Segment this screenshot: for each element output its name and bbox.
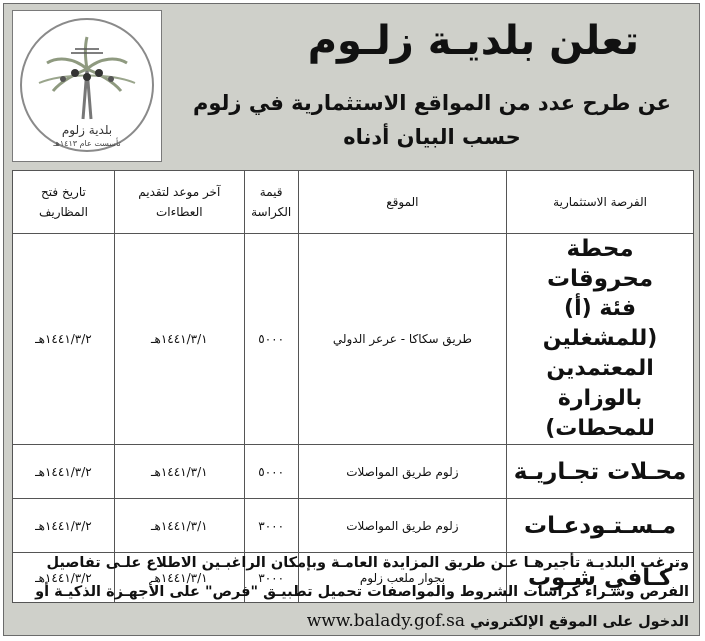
header-price-line-1: قيمة bbox=[259, 185, 283, 199]
subtitle-line-2: حسب البيان أدناه bbox=[343, 125, 521, 149]
ad-subtitle bbox=[177, 86, 687, 154]
cell-deadline: ١٤٤١/٣/١هـ bbox=[114, 445, 244, 499]
header-deadline-line-2: العطاءات bbox=[156, 205, 203, 219]
logo-founded-text: تأسست عام ١٤١٣هـ bbox=[53, 139, 121, 148]
table-row bbox=[13, 234, 694, 445]
logo-municipality-name: بلدية زلوم bbox=[61, 123, 113, 137]
header-price bbox=[244, 171, 298, 234]
cell-price: ٣٠٠٠ bbox=[244, 499, 298, 553]
cell-deadline: ١٤٤١/٣/١هـ bbox=[114, 553, 244, 603]
opportunity-name: مـسـتـودعـات bbox=[523, 512, 677, 539]
cell-location: زلوم طريق المواصلات bbox=[298, 445, 506, 499]
cell-location: طريق سكاكا - عرعر الدولي bbox=[298, 234, 506, 445]
header-opening-line-1: تاريخ فتح bbox=[41, 185, 86, 199]
cell-location: بجوار ملعب زلوم bbox=[298, 553, 506, 603]
footer-line-3-text: الدخول على الموقع الإلكتروني bbox=[470, 614, 689, 630]
opportunity-name: محطة محروقات bbox=[546, 236, 654, 292]
cell-deadline: ١٤٤١/٣/١هـ bbox=[114, 499, 244, 553]
cell-price: ٥٠٠٠ bbox=[244, 445, 298, 499]
cell-opportunity bbox=[507, 234, 694, 445]
header-price-line-2: الكراسة bbox=[251, 205, 292, 219]
table-row bbox=[13, 499, 694, 553]
header-location: الموقع bbox=[298, 171, 506, 234]
cell-price: ٥٠٠٠ bbox=[244, 234, 298, 445]
opportunity-note-1: (للمشغلين المعتمدين bbox=[542, 326, 658, 381]
cell-location: زلوم طريق المواصلات bbox=[298, 499, 506, 553]
header-deadline-line-1: آخر موعد لتقديم bbox=[138, 185, 221, 199]
opportunity-name: كـافي شـوب bbox=[527, 564, 673, 591]
cell-opening: ١٤٤١/٣/٢هـ bbox=[13, 234, 115, 445]
opportunity-note-2: بالوزارة للمحطات) bbox=[545, 386, 655, 441]
header-deadline bbox=[114, 171, 244, 234]
opportunity-name: محـلات تجـاريـة bbox=[513, 458, 687, 485]
cell-deadline: ١٤٤١/٣/١هـ bbox=[114, 234, 244, 445]
advertisement-frame bbox=[3, 3, 700, 636]
opportunities-table bbox=[12, 170, 694, 603]
header-opportunity: الفرصة الاستثمارية bbox=[507, 171, 694, 234]
cell-opening: ١٤٤١/٣/٢هـ bbox=[13, 445, 115, 499]
header-opening-line-2: المظاريف bbox=[38, 205, 88, 219]
table-header-row bbox=[13, 171, 694, 234]
cell-opening: ١٤٤١/٣/٢هـ bbox=[13, 553, 115, 603]
subtitle-line-1: عن طرح عدد من المواقع الاستثمارية في زلوم bbox=[192, 91, 671, 115]
footer-line-2: الفرص وشـراء كراسات الشروط والمواصفات تحميل تطبيـق "فرص" على الأجهـزة الذكيـة أو bbox=[35, 584, 689, 600]
footer-line-1: وترغب البلديـة تأجيرهـا عـن طريق المزايدة العامـة وبإمكان الراغبـين الاطلاع علـى تفاصيل bbox=[46, 555, 689, 571]
cell-opportunity bbox=[507, 499, 694, 553]
header-opening bbox=[13, 171, 115, 234]
cell-opening: ١٤٤١/٣/٢هـ bbox=[13, 499, 115, 553]
footer-text bbox=[4, 549, 689, 637]
website-url: www.balady.gof.sa bbox=[306, 611, 466, 631]
cell-price: ٣٠٠٠ bbox=[244, 553, 298, 603]
cell-opportunity bbox=[507, 445, 694, 499]
opportunity-category: فئة (أ) bbox=[564, 296, 637, 321]
table-row bbox=[13, 445, 694, 499]
footer-line-3 bbox=[4, 607, 689, 637]
ad-title: تعلن بلديـة زلـوم bbox=[307, 18, 639, 64]
municipality-logo bbox=[12, 10, 162, 162]
